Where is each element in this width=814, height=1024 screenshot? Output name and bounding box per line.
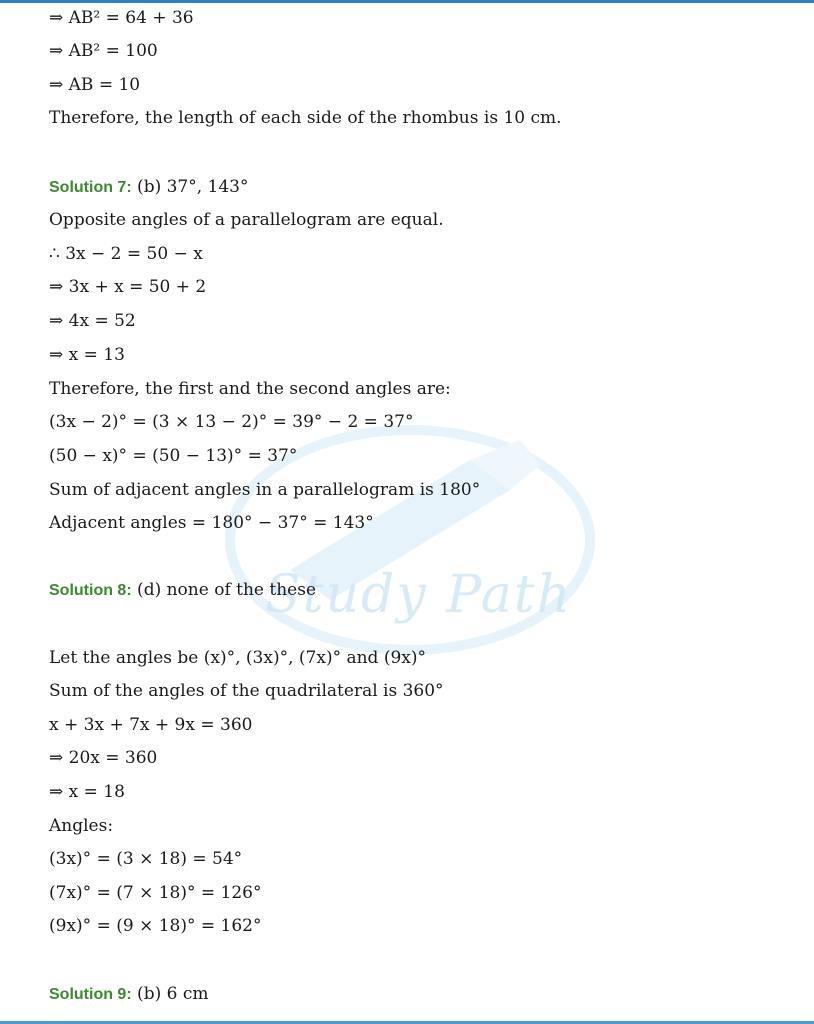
solution-8-line: Let the angles be (x)°, (3x)°, (7x)° and (9x)° (49, 648, 427, 668)
solution-8-line: (7x)° = (7 × 18)° = 126° (49, 883, 262, 903)
solution-7-line: ⇒ 4x = 52 (49, 311, 136, 331)
watermark-text: Study Path (265, 565, 573, 625)
solution-7-heading: Solution 7: (49, 179, 132, 196)
solution-8-line: (9x)° = (9 × 18)° = 162° (49, 916, 262, 936)
solution-7-line: Opposite angles of a parallelogram are equal. (49, 210, 444, 230)
solution-8-heading: Solution 8: (49, 582, 132, 599)
solution-7-line: Sum of adjacent angles in a parallelogram is 180° (49, 480, 481, 500)
solution-8-line: ⇒ x = 18 (49, 782, 125, 802)
solution-9-answer: (b) 6 cm (131, 984, 209, 1004)
solution-7-answer: (b) 37°, 143° (131, 177, 249, 197)
top-border (0, 0, 814, 3)
solution-8-header (49, 579, 316, 602)
solution-7-line: ∴ 3x − 2 = 50 − x (49, 244, 203, 264)
solution-7-line: (50 − x)° = (50 − 13)° = 37° (49, 446, 298, 466)
solution-8-line: Angles: (49, 816, 114, 836)
solution-7-line: (3x − 2)° = (3 × 13 − 2)° = 39° − 2 = 37° (49, 412, 414, 432)
equation-line: ⇒ AB² = 100 (49, 41, 158, 61)
solution-9-header (49, 983, 208, 1006)
solution-8-line: x + 3x + 7x + 9x = 360 (49, 715, 253, 735)
solution-8-line: (3x)° = (3 × 18) = 54° (49, 849, 243, 869)
conclusion-text: Therefore, the length of each side of the rhombus is 10 cm. (49, 108, 562, 128)
solution-7-line: ⇒ 3x + x = 50 + 2 (49, 277, 207, 297)
solution-7-line: Therefore, the first and the second angles are: (49, 379, 451, 399)
solution-8-answer: (d) none of the these (131, 580, 317, 600)
solution-8-line: Sum of the angles of the quadrilateral is 360° (49, 681, 444, 701)
equation-line: ⇒ AB² = 64 + 36 (49, 8, 194, 28)
equation-line: ⇒ AB = 10 (49, 75, 141, 95)
solution-8-line: ⇒ 20x = 360 (49, 748, 158, 768)
solution-7-line: ⇒ x = 13 (49, 345, 125, 365)
solution-7-line: Adjacent angles = 180° − 37° = 143° (49, 513, 374, 533)
solution-9-heading: Solution 9: (49, 986, 132, 1003)
solution-7-header (49, 176, 249, 199)
